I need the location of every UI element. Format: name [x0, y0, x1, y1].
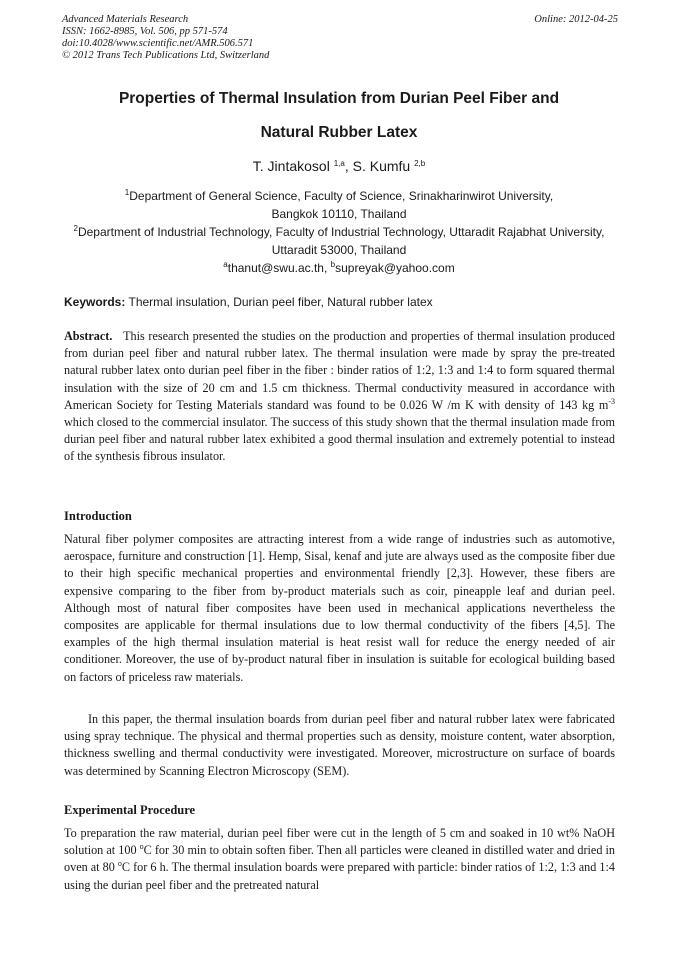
experimental-text-3: C for 6 h. The thermal insulation boards were prepared with particle: binder ratios of 1:2, 1:3 and 1:4 using the durian peel fiber and the pretreated natural: [64, 860, 615, 892]
journal-issn: ISSN: 1662-8985, Vol. 506, pp 571-574: [62, 26, 228, 37]
degree-sup-2: o: [117, 859, 122, 869]
abstract-label: Abstract.: [64, 329, 113, 343]
emails: [40, 259, 638, 277]
abstract-sup: -3: [608, 396, 615, 406]
experimental-para: [64, 825, 615, 894]
author-separator: ,: [344, 158, 353, 174]
author-2-affil: 2,b: [414, 159, 426, 168]
affil-1-line1: Department of General Science, Faculty of Science, Srinakharinwirot University,: [129, 189, 554, 203]
degree-sup-1: o: [139, 842, 144, 852]
online-date: Online: 2012-04-25: [534, 14, 618, 25]
author-1: T. Jintakosol: [252, 158, 330, 174]
experimental-text-1: To preparation the raw material, durian peel fiber were cut in the length of 5 cm and soaked in 10 wt% NaOH solution at 100: [64, 826, 615, 858]
author-1-affil: 1,a: [333, 159, 345, 168]
keywords-text: Thermal insulation, Durian peel fiber, Natural rubber latex: [128, 295, 433, 309]
affiliation-2: [40, 223, 638, 259]
keywords-label: Keywords:: [64, 295, 126, 309]
paper-title-line2: Natural Rubber Latex: [260, 124, 418, 141]
experimental-text-2: C for 30 min to obtain soften fiber. Then all particles were cleaned in distilled water and dried in oven at 80: [64, 843, 616, 875]
email-b: supreyak@yahoo.com: [335, 261, 455, 275]
journal-copyright: © 2012 Trans Tech Publications Ltd, Switzerland: [62, 50, 270, 61]
journal-doi: doi:10.4028/www.scientific.net/AMR.506.571: [62, 38, 254, 49]
author-2: S. Kumfu: [352, 158, 411, 174]
affiliation-1: [40, 187, 638, 223]
introduction-para-2: In this paper, the thermal insulation boards from durian peel fiber and natural rubber latex were fabricated using spray technique. The physical and thermal properties such as density, moisture content, water absorption, thickness swelling and thermal conductivity were investigated. Moreover, microstructure on surface of boards was determined by Scanning Electron Microscopy (SEM).: [64, 712, 615, 778]
introduction-heading: Introduction: [64, 509, 132, 523]
abstract-text-1: This research presented the studies on the production and properties of thermal insulation produced from durian peel fiber and natural rubber latex. The thermal insulation were made by spray the pre-treated natural rubber latex onto durian peel fiber in the fiber : binder ratios of 1:2, 1:3 and 1:4 to form squared thermal insulation with the size of 20 cm and 1.5 cm thickness. Thermal conductivity measured in accordance with American Society for Testing Materials standard was found to be 0.026 W /m K with density of 143 kg m: [64, 329, 616, 412]
introduction-para-1: Natural fiber polymer composites are attracting interest from a wide range of industries such as automotive, aerospace, furniture and construction [1]. Hemp, Sisal, kenaf and jute are always used as the composite fiber due to their high specific mechanical properties and environmental friendly [2,3]. However, these fibers are expensive comparing to the fiber from by-product materials such as coir, pineapple leaf and durian peel. Although most of natural fiber composites have been used in mechanical applications nevertheless the composites are applicable for thermal insulations due to low thermal conductivity of the fibers [4,5]. The examples of the high thermal insulation material is heat resist wall for reduce the energy needed of air conditioner. Moreover, the use of by-product natural fiber in insulation is suitable for ecological building based on factors of priceless raw materials.: [64, 532, 615, 684]
email-a-sup: a: [223, 260, 228, 269]
affil-2-line2: Uttaradit 53000, Thailand: [271, 243, 407, 257]
journal-name: Advanced Materials Research: [62, 14, 189, 25]
experimental-heading: Experimental Procedure: [64, 803, 196, 817]
affil-1-line2: Bangkok 10110, Thailand: [271, 207, 407, 221]
keywords: [64, 295, 620, 309]
affil-1-sup: 1: [124, 188, 130, 197]
affil-2-sup: 2: [73, 224, 78, 233]
abstract: [64, 328, 615, 466]
paper-title-line1: Properties of Thermal Insulation from Durian Peel Fiber and: [118, 90, 560, 107]
email-a: thanut@swu.ac.th,: [227, 261, 328, 275]
journal-header: [62, 14, 618, 62]
affil-2-line1: Department of Industrial Technology, Faculty of Industrial Technology, Uttaradit Rajabhat University,: [77, 225, 605, 239]
email-b-sup: b: [330, 260, 336, 269]
abstract-text-2: which closed to the commercial insulator. The success of this study shown that the thermal insulation made from durian peel fiber and natural rubber latex exhibited a good thermal insulation and extremely potential to instead of the synthesis fibrous insulator.: [64, 415, 615, 464]
authors: [40, 158, 638, 174]
